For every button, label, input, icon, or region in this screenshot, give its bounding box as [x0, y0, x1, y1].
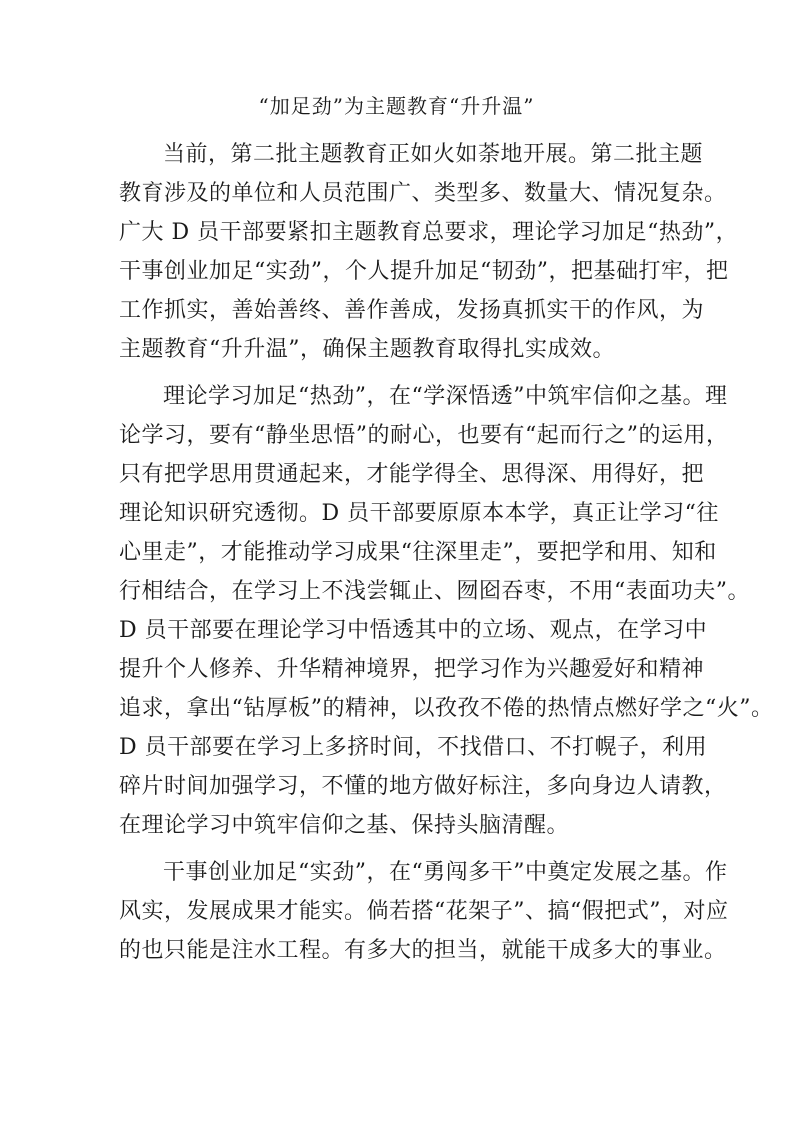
paragraph-line: 风实，发展成果才能实。倘若搭“花架子”、搞“假把式”，对应: [119, 899, 729, 924]
paragraph-line: 工作抓实，善始善终、善作善成，发扬真抓实干的作风，为: [119, 298, 705, 323]
paragraph-line: 干事创业加足“实劲”，在“勇闯多干”中奠定发展之基。作: [163, 860, 728, 885]
document-body: [119, 135, 774, 970]
paragraph-line: 论学习，要有“静坐思悟”的耐心，也要有“起而行之”的运用，: [119, 423, 729, 448]
paragraph-line: 理论知识研究透彻。D 员干部要原原本本学，真正让学习“往: [119, 501, 719, 526]
paragraph-line: 的也只能是注水工程。有多大的担当，就能干成多大的事业。: [119, 938, 727, 963]
document-title: “加足劲”为主题教育“升升温”: [258, 94, 535, 118]
paragraph-line: 在理论学习中筑牢信仰之基、保持头脑清醒。: [119, 813, 570, 838]
paragraph-line: D 员干部要在学习上多挤时间，不找借口、不打幌子，利用: [119, 735, 708, 760]
paragraph-line: 当前，第二批主题教育正如火如荼地开展。第二批主题: [163, 142, 704, 167]
paragraph-line: 碎片时间加强学习，不懂的地方做好标注，多向身边人请教，: [119, 774, 727, 799]
paragraph-3: [119, 853, 729, 970]
paragraph-2: [119, 377, 774, 845]
paragraph-line: 干事创业加足“实劲”，个人提升加足“韧劲”，把基础打牢，把: [119, 259, 729, 284]
paragraph-line: 主题教育“升升温”，确保主题教育取得扎实成效。: [119, 337, 615, 362]
paragraph-line: 行相结合，在学习上不浅尝辄止、囫囵吞枣，不用“表面功夫”。: [119, 579, 750, 604]
paragraph-line: 心里走”，才能推动学习成果“往深里走”，要把学和用、知和: [119, 540, 717, 565]
paragraph-line: 只有把学思用贯通起来，才能学得全、思得深、用得好，把: [119, 462, 705, 487]
paragraph-line: 追求，拿出“钻厚板”的精神，以孜孜不倦的热情点燃好学之“火”。: [119, 696, 774, 721]
paragraph-line: 教育涉及的单位和人员范围广、类型多、数量大、情况复杂。: [119, 181, 727, 206]
paragraph-1: [119, 135, 739, 369]
paragraph-line: 理论学习加足“热劲”，在“学深悟透”中筑牢信仰之基。理: [163, 384, 728, 409]
paragraph-line: 广大 D 员干部要紧扣主题教育总要求，理论学习加足“热劲”，: [119, 220, 739, 245]
paragraph-line: D 员干部要在理论学习中悟透其中的立场、观点，在学习中: [119, 618, 708, 643]
paragraph-line: 提升个人修养、升华精神境界，把学习作为兴趣爱好和精神: [119, 657, 705, 682]
